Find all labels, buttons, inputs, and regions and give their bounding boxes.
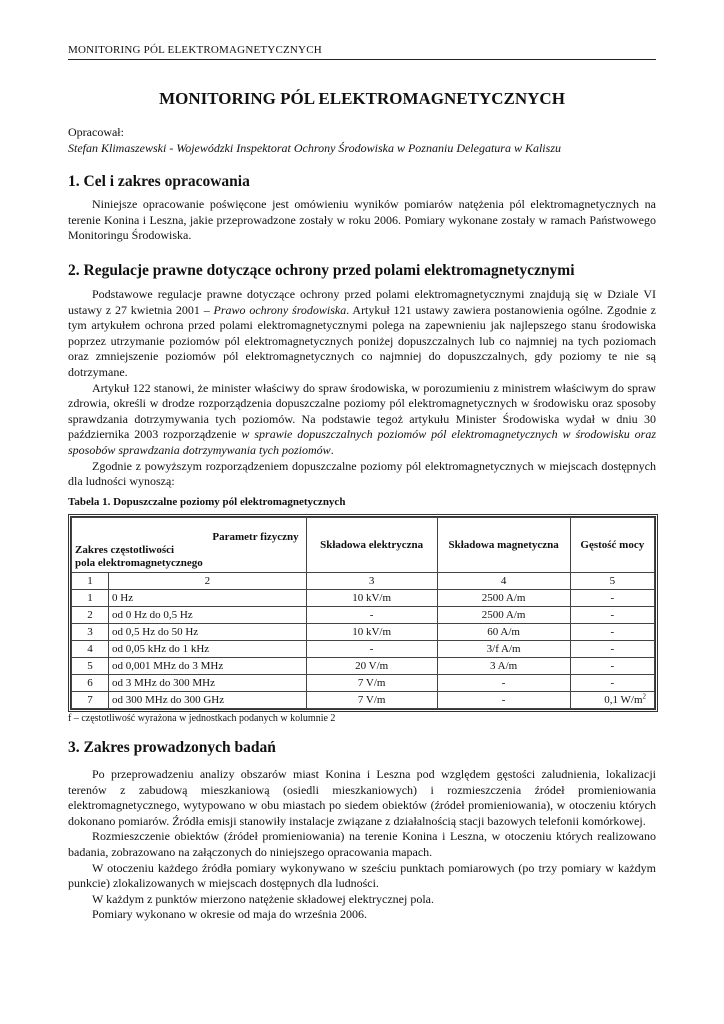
magnetic-value: 3/f A/m: [437, 641, 570, 658]
frequency-range: 0 Hz: [109, 590, 307, 607]
power-unit-exponent: 2: [642, 692, 646, 701]
author-block: [68, 124, 656, 156]
column-number: 3: [306, 573, 437, 590]
electric-value: -: [306, 641, 437, 658]
section-2-p2-regulation-title: w sprawie dopuszczalnych poziomów pól elektromagnetycznych w środowisku oraz sposobów sprawdzania dotrzymywania tych poziomów: [68, 427, 656, 457]
row-number: 6: [72, 675, 109, 692]
section-2-paragraph-2: [68, 381, 656, 459]
column-number: 4: [437, 573, 570, 590]
electric-value: 7 V/m: [306, 675, 437, 692]
section-1-paragraph: Niniejsze opracowanie poświęcone jest omówieniu wyników pomiarów natężenia pól elektromagnetycznych na terenie Konina i Leszna, jakie przeprowadzone zostały w roku 2006. Pomiary wykonane zostały w ramach Państwowego Monitoringu Środowiska.: [68, 197, 656, 243]
section-3-paragraph-4: W każdym z punktów mierzono natężenie składowej elektrycznej pola.: [92, 891, 434, 906]
section-3-paragraph-3: W otoczeniu każdego źródła pomiary wykonywano w sześciu punktach pomiarowych (po trzy pomiary w każdym punkcie) zlokalizowanych w miejscach dostępnych dla ludności.: [68, 860, 656, 891]
power-value: -: [570, 607, 654, 624]
header-range-line-2: pola elektromagnetycznego: [75, 557, 203, 569]
header-power-density: Gęstość mocy: [570, 518, 654, 573]
row-number: 1: [72, 590, 109, 607]
author-name: Stefan Klimaszewski - Wojewódzki Inspektorat Ochrony Środowiska w Poznaniu Delegatura w Kaliszu: [68, 141, 561, 155]
section-3-body: [68, 767, 656, 923]
power-value: -: [570, 658, 654, 675]
magnetic-value: 2500 A/m: [437, 607, 570, 624]
electric-value: 20 V/m: [306, 658, 437, 675]
table-row: [72, 607, 655, 624]
frequency-range: od 0,05 kHz do 1 kHz: [109, 641, 307, 658]
document-title: MONITORING PÓL ELEKTROMAGNETYCZNYCH: [159, 89, 565, 108]
power-value: -: [570, 675, 654, 692]
table-header-row: [72, 518, 655, 573]
frequency-range: od 300 MHz do 300 GHz: [109, 692, 307, 709]
table-footnote: f – częstotliwość wyrażona w jednostkach podanych w kolumnie 2: [68, 713, 336, 724]
header-magnetic: Składowa magnetyczna: [437, 518, 570, 573]
table-row: [72, 675, 655, 692]
magnetic-value: 2500 A/m: [437, 590, 570, 607]
magnetic-value: -: [437, 675, 570, 692]
section-1-body: [68, 197, 656, 244]
running-header: MONITORING PÓL ELEKTROMAGNETYCZNYCH: [68, 44, 656, 60]
table-row: [72, 641, 655, 658]
frequency-range: od 0,001 MHz do 3 MHz: [109, 658, 307, 675]
header-physical-parameter: Parametr fizyczny: [212, 531, 299, 543]
power-value: -: [570, 590, 654, 607]
section-2-p1-text-a: Podstawowe regulacje prawne dotyczące ochrony przed polami elektromagnetycznymi znajdują się w Dziale VI ustawy z 27 kwietnia 2001 –: [68, 287, 656, 317]
section-2-heading: 2. Regulacje prawne dotyczące ochrony przed polami elektromagnetycznymi: [68, 262, 575, 279]
power-value: -: [570, 641, 654, 658]
power-value: -: [570, 624, 654, 641]
row-number: 4: [72, 641, 109, 658]
section-3-paragraph-2: Rozmieszczenie obiektów (źródeł promieniowania) na terenie Konina i Leszna, w otoczeniu których realizowano badania, zobrazowano na załączonych do niniejszego opracowania mapach.: [68, 829, 656, 859]
electric-value: 7 V/m: [306, 692, 437, 709]
header-range-line-1: Zakres częstotliwości: [75, 544, 175, 556]
column-number: 5: [570, 573, 654, 590]
header-frequency-range: [72, 518, 307, 573]
frequency-range: od 3 MHz do 300 MHz: [109, 675, 307, 692]
section-2-paragraph-1: [68, 287, 656, 381]
table-row: [72, 590, 655, 607]
frequency-range: od 0 Hz do 0,5 Hz: [109, 607, 307, 624]
electric-value: 10 kV/m: [306, 624, 437, 641]
row-number: 3: [72, 624, 109, 641]
limits-table: [68, 514, 658, 712]
section-2-p1-act-title: Prawo ochrony środowiska: [213, 302, 347, 317]
section-2-p2-text-a: Artykuł 122 stanowi, że minister właściwy do spraw środowiska, w porozumieniu z ministrem właściwym do spraw zdrowia, określi w drodze rozporządzenia dopuszczalne poziomy pól elektromagnetycznych w środowisku oraz sposoby sprawdzania dotrzymywania tych poziomów. Na podstawie tegoż artykułu Minister Środowiska wydał w dniu 30 października 2003 rozporządzenie: [68, 380, 656, 442]
section-2-p2-text-b: .: [330, 442, 334, 457]
power-value-text: 0,1 W/m: [604, 694, 643, 706]
magnetic-value: 60 A/m: [437, 624, 570, 641]
row-number: 2: [72, 607, 109, 624]
row-number: 5: [72, 658, 109, 675]
section-3-paragraph-5: Pomiary wykonano w okresie od maja do września 2006.: [92, 907, 367, 922]
section-2-body: [68, 287, 656, 490]
section-2-p1-text-b: . Artykuł 121 ustawy zawiera postanowienia ogólne. Zgodnie z tym artykułem ochrona przed polami elektromagnetycznymi polega na zapewnieniu jak najlepszego stanu środowiska poprzez utrzymanie poziomów pól elektromagnetycznych poniżej dopuszczalnych lub co najmniej na tych poziomach oraz zmniejszenie poziomów pól elektromagnetycznych co najmniej do dopuszczalnych, gdy poziomy te nie są dotrzymane.: [68, 302, 656, 379]
table-row: [72, 692, 655, 709]
table-caption: Tabela 1. Dopuszczalne poziomy pól elektromagnetycznych: [68, 496, 346, 508]
frequency-range: od 0,5 Hz do 50 Hz: [109, 624, 307, 641]
magnetic-value: 3 A/m: [437, 658, 570, 675]
magnetic-value: -: [437, 692, 570, 709]
column-number: 1: [72, 573, 109, 590]
section-1-heading: 1. Cel i zakres opracowania: [68, 173, 250, 190]
table-row: [72, 624, 655, 641]
electric-value: 10 kV/m: [306, 590, 437, 607]
author-label: Opracował:: [68, 125, 124, 139]
table-row: [72, 658, 655, 675]
row-number: 7: [72, 692, 109, 709]
header-electric: Składowa elektryczna: [306, 518, 437, 573]
section-3-paragraph-1: Po przeprowadzeniu analizy obszarów miast Konina i Leszna pod względem gęstości zaludnienia, lokalizacji terenów z zabudową mieszkaniową (osiedli mieszkaniowych) i rozmieszczenia źródeł promieniowania elektromagnetycznego, wytypowano w obu miastach po siedem obiektów (źródeł promieniowania), w otoczeniu których dokonano pomiarów. Źródła emisji stanowiły instalacje związane z działalnością stacji bazowych telefonii komórkowej.: [68, 767, 656, 828]
section-3-heading: 3. Zakres prowadzonych badań: [68, 739, 276, 756]
electric-value: -: [306, 607, 437, 624]
section-2-paragraph-3: Zgodnie z powyższym rozporządzeniem dopuszczalne poziomy pól elektromagnetycznych w miejscach dostępnych dla ludności wynoszą:: [68, 458, 656, 489]
column-number: 2: [109, 573, 307, 590]
column-number-row: [72, 573, 655, 590]
power-value: [570, 692, 654, 709]
